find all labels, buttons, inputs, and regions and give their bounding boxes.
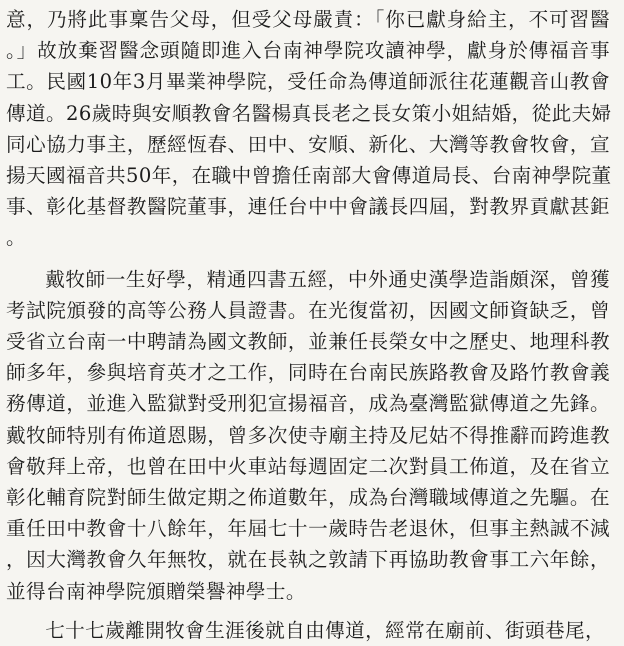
text-line: 揚天國福音共50年，在職中曾擔任南部大會傳道局長、台南神學院董 xyxy=(6,164,612,188)
text-line: 會敬拜上帝，也曾在田中火車站每週固定二次對員工佈道，及在省立 xyxy=(6,454,610,478)
text-line: 戴牧師特別有佈道恩賜，曾多次使寺廟主持及尼姑不得推辭而跨進教 xyxy=(6,423,610,447)
text-line: 七十七歲離開牧會生涯後就自由傳道，經常在廟前、街頭巷尾， xyxy=(45,618,606,642)
text-line: 工。民國10年3月畢業神學院，受任命為傳道師派往花蓮觀音山教會 xyxy=(6,70,610,94)
text-line: 務傳道，並進入監獄對受刑犯宣揚福音，成為臺灣監獄傳道之先鋒。 xyxy=(6,392,610,416)
paragraph-family-and-ministry xyxy=(6,4,610,254)
text-line: 事、彰化基督教醫院董事，連任台中中會議長四屆，對教界貢獻甚鉅 xyxy=(6,195,610,219)
text-line: 傳道。26歲時與安順教會名醫楊真長老之長女策小姐結婚，從此夫婦 xyxy=(6,101,612,125)
text-line: 重任田中教會十八餘年，年屆七十一歲時告老退休，但事主熱誠不減 xyxy=(6,517,610,541)
paragraph-free-preaching xyxy=(6,615,610,646)
paragraph-gap xyxy=(6,254,610,264)
paragraph-scholarship-and-evangelism xyxy=(6,264,610,607)
paragraph-gap xyxy=(6,607,610,615)
text-line: 彰化輔育院對師生做定期之佈道數年，成為台灣職域傳道之先驅。在 xyxy=(6,486,610,510)
text-line: 意，乃將此事稟告父母，但受父母嚴責：「你已獻身給主，不可習醫 xyxy=(6,8,610,31)
text-line: 師多年，參與培育英才之工作，同時在台南民族路教會及路竹教會義 xyxy=(6,361,610,385)
text-line: 考試院頒發的高等公務人員證書。在光復當初，因國文師資缺乏，曾 xyxy=(6,298,610,322)
text-line: 戴牧師一生好學，精通四書五經，中外通史漢學造詣頗深，曾獲 xyxy=(45,267,610,291)
text-line: 同心協力事主，歷經恆春、田中、安順、新化、大灣等教會牧會，宣 xyxy=(6,132,610,156)
text-line: 。 xyxy=(6,226,26,250)
text-line: 受省立台南一中聘請為國文教師，並兼任長榮女中之歷史、地理科教 xyxy=(6,330,610,354)
text-line: 。」故放棄習醫念頭隨即進入台南神學院攻讀神學，獻身於傳福音事 xyxy=(6,39,610,63)
text-line: ，因大灣教會久年無牧，就在長執之敦請下再協助教會事工六年餘， xyxy=(6,548,610,572)
text-line: 並得台南神學院頒贈榮譽神學士。 xyxy=(6,579,306,603)
